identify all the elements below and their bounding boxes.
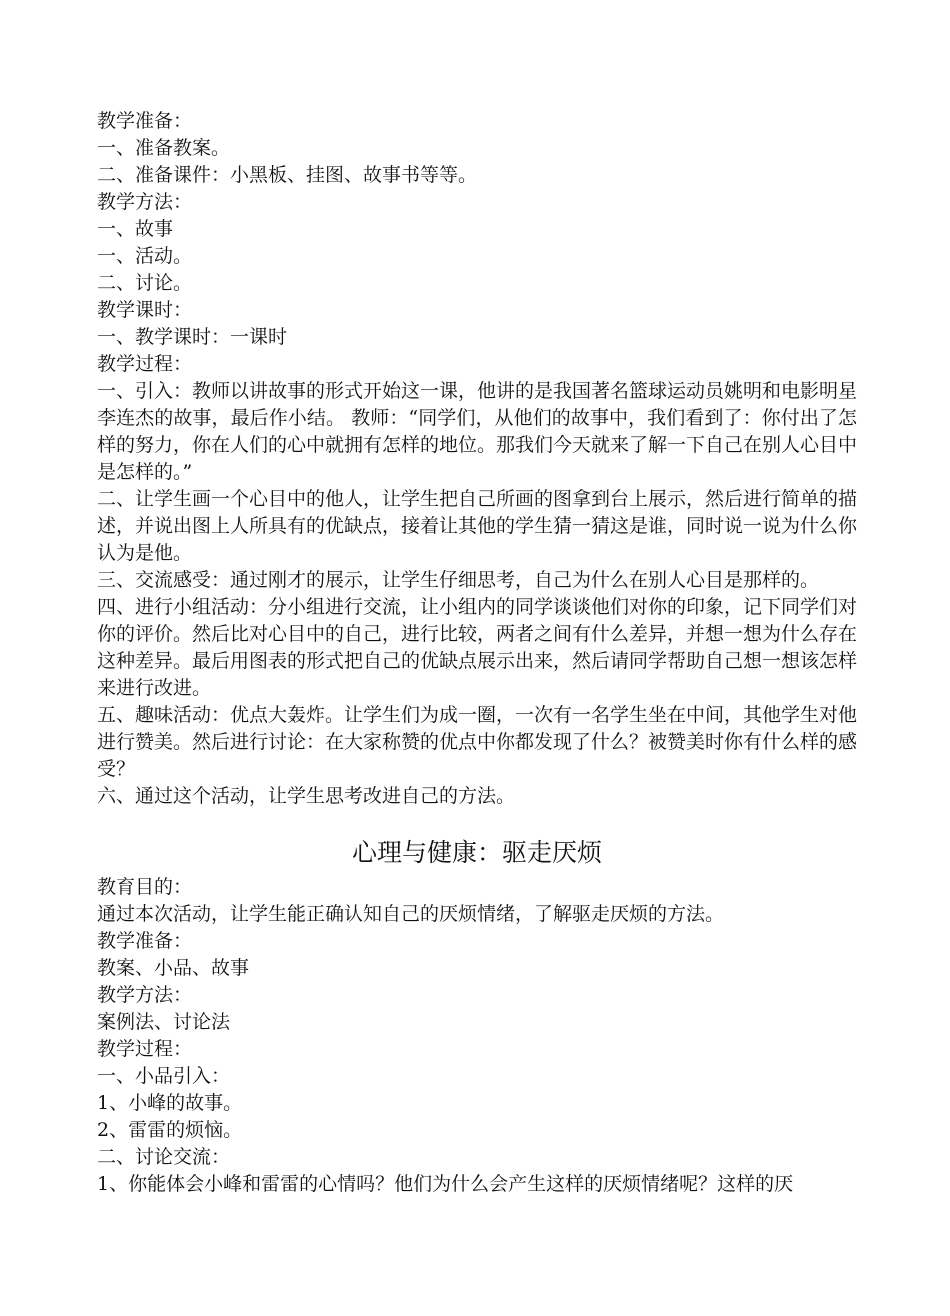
method-item: 一、活动。 [97, 245, 193, 267]
prep-heading: 教学准备： [97, 110, 193, 132]
hours-heading: 教学课时： [97, 299, 193, 321]
step-item: 1、你能体会小峰和雷雷的心情吗？他们为什么会产生这样的厌烦情绪呢？这样的厌 [97, 1173, 794, 1195]
prep-heading: 教学准备： [97, 930, 193, 952]
prep-text: 教案、小品、故事 [97, 957, 250, 979]
goal-text: 通过本次活动，让学生能正确认知自己的厌烦情绪，了解驱走厌烦的方法。 [97, 903, 725, 925]
method-heading: 教学方法： [97, 984, 193, 1006]
process-paragraph: 四、进行小组活动：分小组进行交流，让小组内的同学谈谈他们对你的印象，记下同学们对你的评价。然后比对心目中的自己，进行比较，两者之间有什么差异，并想一想为什么存在这种差异。最后用图表的形式把自己的优缺点展示出来，然后请同学帮助自己想一想该怎样来进行改进。 [97, 596, 858, 699]
process-paragraph: 二、让学生画一个心目中的他人，让学生把自己所画的图拿到台上展示，然后进行简单的描述，并说出图上人所具有的优缺点，接着让其他的学生猜一猜这是谁，同时说一说为什么你认为是他。 [97, 488, 858, 564]
hours-item: 一、教学课时：一课时 [97, 326, 288, 348]
process-heading: 教学过程： [97, 353, 193, 375]
process-paragraph: 一、引入：教师以讲故事的形式开始这一课，他讲的是我国著名篮球运动员姚明和电影明星李连杰的故事，最后作小结。 教师：“同学们，从他们的故事中，我们看到了：你付出了怎样的努力，你在人们的心中就拥有怎样的地位。那我们今天就来了解一下自己在别人心目中是怎样的。” [97, 380, 858, 483]
method-item: 一、故事 [97, 218, 174, 240]
section-title: 心理与健康：驱走厌烦 [351, 838, 602, 867]
process-paragraph: 六、通过这个活动，让学生思考改进自己的方法。 [97, 785, 516, 807]
step-item: 1、小峰的故事。 [97, 1092, 243, 1114]
goal-heading: 教育目的： [97, 876, 193, 898]
prep-item: 一、准备教案。 [97, 137, 231, 159]
process-paragraph: 五、趣味活动：优点大轰炸。让学生们为成一圈，一次有一名学生坐在中间，其他学生对他进行赞美。然后进行讨论：在大家称赞的优点中你都发现了什么？被赞美时你有什么样的感受？ [97, 704, 858, 780]
process-heading: 教学过程： [97, 1038, 193, 1060]
prep-item: 二、准备课件：小黑板、挂图、故事书等等。 [97, 164, 478, 186]
lesson-plan-part2 [97, 838, 857, 1198]
step-heading: 二、讨论交流： [97, 1146, 231, 1168]
step-item: 2、雷雷的烦恼。 [97, 1119, 243, 1141]
step-heading: 一、小品引入： [97, 1065, 231, 1087]
method-item: 二、讨论。 [97, 272, 193, 294]
method-text: 案例法、讨论法 [97, 1011, 231, 1033]
process-paragraph: 三、交流感受：通过刚才的展示，让学生仔细思考，自己为什么在别人心目是那样的。 [97, 569, 820, 591]
method-heading: 教学方法： [97, 191, 193, 213]
lesson-plan-part1 [97, 108, 857, 810]
